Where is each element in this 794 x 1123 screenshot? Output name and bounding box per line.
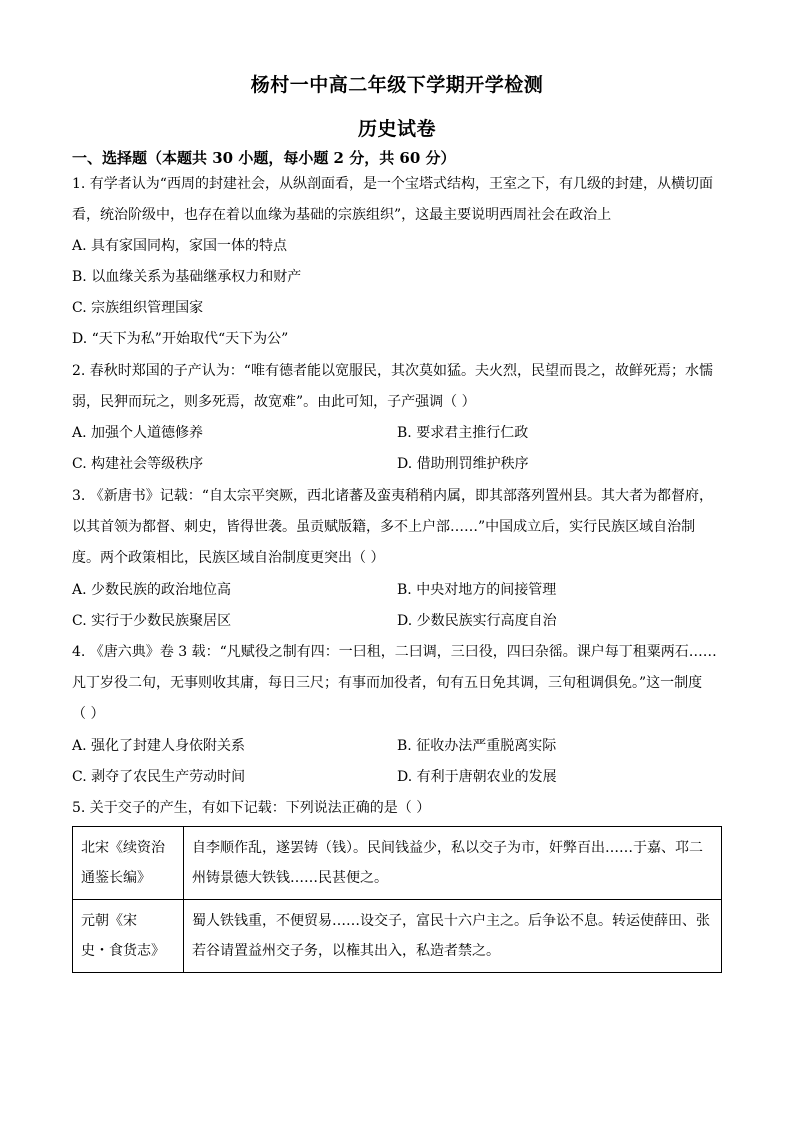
excerpt-cell xyxy=(184,827,722,900)
q2-option-a: A. 加强个人道德修养 xyxy=(72,425,204,441)
table-row xyxy=(73,827,722,900)
q1-stem-line1: 1. 有学者认为“西周的封建社会，从纵剖面看，是一个宝塔式结构，王室之下，有几级的封建，从横切面 xyxy=(72,176,713,192)
q4-option-d: D. 有利于唐朝农业的发展 xyxy=(397,769,557,785)
source-name-line2: 史・食货志》 xyxy=(81,943,165,959)
excerpt-line2: 若谷请置益州交子务，以権其出入，私造者禁之。 xyxy=(192,943,500,959)
q3-option-c: C. 实行于少数民族聚居区 xyxy=(72,613,232,629)
exam-subtitle: 历史试卷 xyxy=(357,118,436,140)
q3-option-d: D. 少数民族实行高度自治 xyxy=(397,613,557,629)
exam-title: 杨村一中高二年级下学期开学检测 xyxy=(250,74,544,96)
source-cell xyxy=(73,900,184,973)
q4-option-b: B. 征收办法严重脱离实际 xyxy=(397,738,557,754)
section-heading: 一、选择题（本题共 30 小题，每小题 2 分，共 60 分） xyxy=(72,149,456,167)
q1-option-c: C. 宗族组织管理国家 xyxy=(72,300,204,316)
q2-stem-line1: 2. 春秋时郑国的子产认为：“唯有德者能以宽服民，其次莫如猛。夫火烈，民望而畏之，故鲜死焉；水懦 xyxy=(72,363,713,379)
q3-stem-line3: 度。两个政策相比，民族区域自治制度更突出（ ） xyxy=(72,550,385,566)
q1-option-d: D. “天下为私”开始取代“天下为公” xyxy=(72,331,289,347)
excerpt-line1: 自李顺作乱，遂罢铸（钱）。民间钱益少，私以交子为市，奸弊百出……于嘉、邛二 xyxy=(192,840,703,856)
source-name-line1: 元朝《宋 xyxy=(81,913,137,929)
q1-stem-line2: 看，统治阶级中，也存在着以血缘为基础的宗族组织”，这最主要说明西周社会在政治上 xyxy=(72,207,612,223)
q2-option-c: C. 构建社会等级秩序 xyxy=(72,456,204,472)
q4-stem-line3: （ ） xyxy=(72,706,105,722)
q1-option-a: A. 具有家国同构，家国一体的特点 xyxy=(72,238,288,254)
q4-stem-line2: 凡丁岁役二旬，无事则收其庸，每日三尺；有事而加役者，旬有五日免其调，三旬租调俱免。”这一制度 xyxy=(72,675,703,691)
q4-option-a: A. 强化了封建人身依附关系 xyxy=(72,738,246,754)
source-cell xyxy=(73,827,184,900)
q1-option-b: B. 以血缘关系为基础继承权力和财产 xyxy=(72,269,302,285)
q4-stem-line1: 4. 《唐六典》卷 3 载：“凡赋役之制有四：一曰租，二曰调，三曰役，四曰杂徭。课户每丁租粟两石…… xyxy=(72,644,717,660)
q5-stem: 5. 关于交子的产生，有如下记载：下列说法正确的是（ ） xyxy=(72,800,431,816)
q3-stem-line1: 3. 《新唐书》记载：“自太宗平突厥，西北诸蕃及蛮夷稍稍内属，即其部落列置州县。其大者为都督府， xyxy=(72,488,713,504)
q2-option-b: B. 要求君主推行仁政 xyxy=(397,425,529,441)
table-row xyxy=(73,900,722,973)
q2-option-d: D. 借助刑罚维护秩序 xyxy=(397,456,529,472)
source-name-line2: 通鉴长编》 xyxy=(81,870,151,886)
q4-option-c: C. 剥夺了农民生产劳动时间 xyxy=(72,769,246,785)
excerpt-cell xyxy=(184,900,722,973)
q5-source-table xyxy=(72,826,722,973)
q3-option-a: A. 少数民族的政治地位高 xyxy=(72,582,232,598)
excerpt-line1: 蜀人铁钱重，不便贸易……设交子，富民十六户主之。后争讼不息。转运使薛田、张 xyxy=(192,913,710,929)
q2-stem-line2: 弱，民狎而玩之，则多死焉，故宽难”。由此可知，子产强调（ ） xyxy=(72,394,476,410)
source-name-line1: 北宋《续资治 xyxy=(81,840,165,856)
excerpt-line2: 州铸景德大铁钱……民甚便之。 xyxy=(192,870,388,886)
q3-option-b: B. 中央对地方的间接管理 xyxy=(397,582,557,598)
q3-stem-line2: 以其首领为都督、刺史，皆得世袭。虽贡赋版籍，多不上户部……”中国成立后，实行民族区域自治制 xyxy=(72,519,696,535)
